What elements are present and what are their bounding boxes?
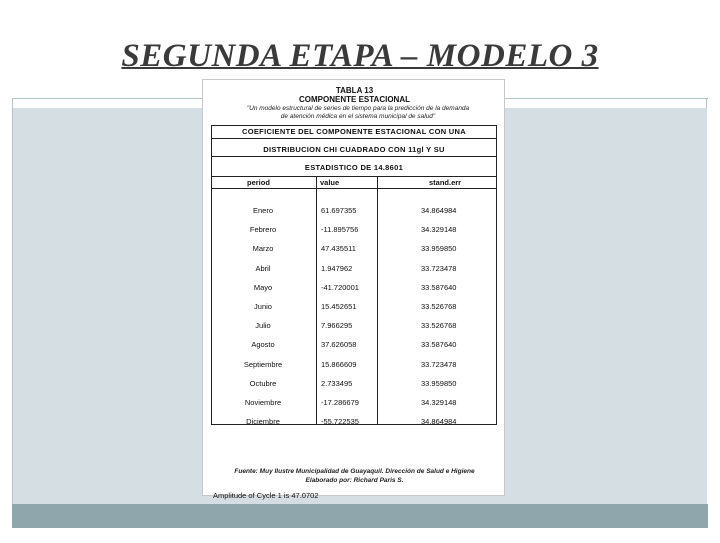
value-cell: 61.697355 (321, 206, 357, 215)
stand-err-cell: 33.959850 (421, 244, 457, 254)
table-row (211, 360, 497, 379)
stand-err-cell: 33.587640 (421, 340, 457, 350)
column-header-stand-err: stand.err (429, 178, 462, 187)
table-name: COMPONENTE ESTACIONAL (299, 95, 410, 104)
stand-err-cell: 33.723478 (421, 359, 457, 369)
stand-err-cell: 34.329148 (421, 398, 457, 407)
column-header-period: period (247, 178, 270, 187)
table-header-1: COEFICIENTE DEL COMPONENTE ESTACIONAL CON UNA (242, 127, 466, 136)
value-cell: 1.947962 (321, 263, 353, 273)
table-row (211, 379, 497, 398)
table-row (211, 283, 497, 302)
table-header-3: ESTADISTICO DE 14.8601 (304, 163, 404, 172)
value-cell: 15.452651 (321, 302, 357, 311)
value-cell: -17.286679 (321, 398, 359, 407)
slide-title: SEGUNDA ETAPA – MODELO 3 (121, 38, 599, 74)
value-cell: 47.435511 (321, 244, 356, 254)
period-cell: Noviembre (244, 398, 282, 407)
period-cell: Diciembre (246, 417, 280, 427)
table-row (211, 225, 497, 244)
period-cell: Julio (255, 321, 271, 331)
stand-err-cell: 33.723478 (421, 263, 457, 273)
table-row (211, 340, 497, 359)
header-rule-1 (211, 138, 497, 139)
value-cell: -55.722535 (321, 417, 359, 427)
source-note: Fuente: Muy Ilustre Municipalidad de Guayaquil. Dirección de Salud e Higiene (234, 468, 475, 475)
value-cell: 37.626058 (321, 340, 357, 350)
table-row (211, 417, 497, 436)
period-cell: Octubre (249, 378, 277, 388)
stand-err-cell: 33.587640 (421, 282, 457, 292)
table-row (211, 321, 497, 340)
value-cell: -41.720001 (321, 282, 359, 292)
period-cell: Abril (255, 263, 271, 273)
table-subtitle-1: "Un modelo estructural de series de tiempo para la predicción de la demanda (246, 105, 470, 112)
column-header-value: value (320, 178, 340, 187)
table-number: TABLA 13 (335, 86, 374, 95)
header-rule-3 (211, 176, 497, 177)
table-row (211, 244, 497, 263)
value-cell: -11.895756 (321, 225, 359, 235)
amplitude-note: Amplitude of Cycle 1 is 47.0702 (213, 491, 319, 500)
table-row (211, 206, 497, 225)
period-cell: Mayo (253, 282, 273, 292)
table-header-2: DISTRIBUCION CHI CUADRADO CON 11gl Y SU (263, 145, 445, 154)
column-header-rule (211, 188, 497, 189)
stand-err-cell: 33.526768 (421, 321, 457, 331)
period-cell: Marzo (252, 244, 274, 254)
period-cell: Junio (254, 302, 272, 311)
stand-err-cell: 33.526768 (421, 302, 457, 311)
author-note: Elaborado por: Richard Paris S. (305, 477, 404, 484)
period-cell: Febrero (249, 225, 277, 235)
period-cell: Enero (252, 206, 273, 215)
table-row (211, 302, 497, 321)
table-subtitle-2: de atención médica en el sistema municipal de salud" (280, 113, 436, 120)
table-row (211, 264, 497, 283)
header-rule-2 (211, 156, 497, 157)
table-image (202, 79, 505, 500)
value-cell: 7.966295 (321, 321, 353, 331)
stand-err-cell: 34.864984 (421, 206, 457, 215)
stand-err-cell: 34.864984 (421, 417, 457, 427)
table-row (211, 398, 497, 417)
stand-err-cell: 33.959850 (421, 378, 457, 388)
period-cell: Septiembre (243, 359, 283, 369)
value-cell: 2.733495 (321, 378, 353, 388)
stand-err-cell: 34.329148 (421, 225, 457, 235)
value-cell: 15.866609 (321, 359, 357, 369)
period-cell: Agosto (251, 340, 275, 350)
